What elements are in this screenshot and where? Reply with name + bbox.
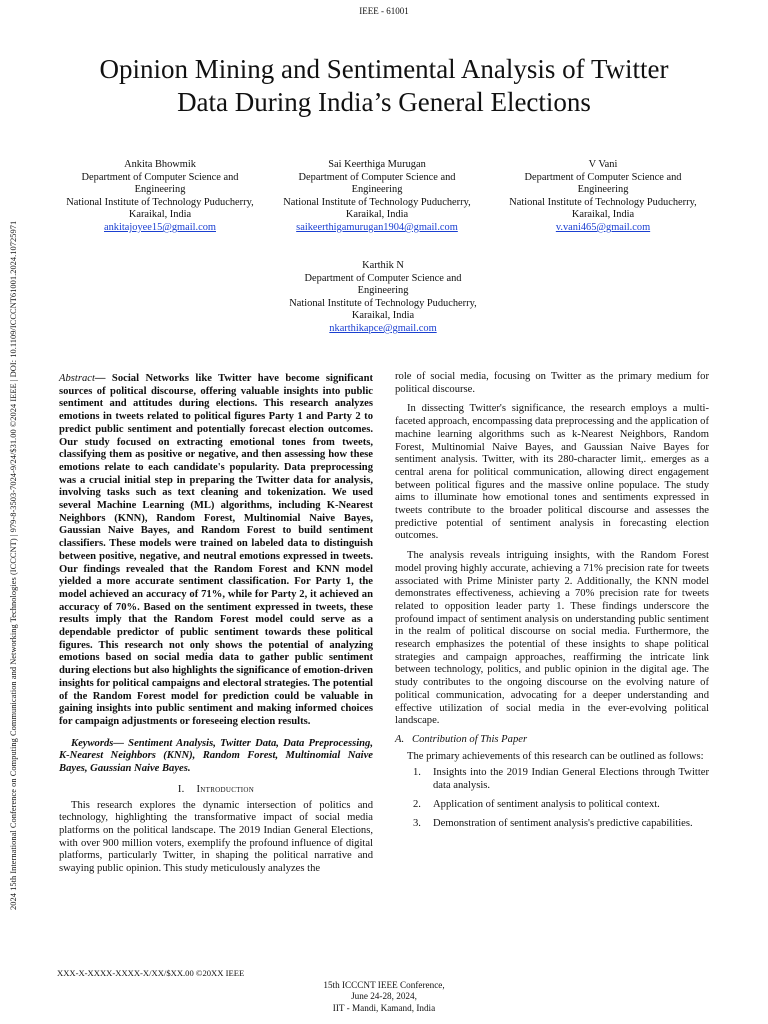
- author-name: Karthik N: [362, 260, 404, 271]
- keywords: Keywords— Sentiment Analysis, Twitter Data, Data Preprocessing, K-Nearest Neighbors (KNN), Random Forest, Multinomial Naive Bayes, Gaussian Naive Bayes.: [59, 737, 373, 775]
- author-name: V Vani: [588, 159, 618, 170]
- abstract-label: Abstract: [59, 373, 95, 384]
- intro-paragraph-2: In dissecting Twitter's significance, the research employs a multi-faceted approach, encompassing data preprocessing and the application of machine learning algorithms such as k-Nearest Neighbors, Random Forest, Multinomial Naive Bayes, and Gaussian Naive Bayes for sentiment analysis. Twitter, with its 280-character limit,. emerges as a central arena for political communication, allowing direct engagement between political figures and the massive online populace. The study aims to illuminate how emotional tones and sentiments expressed in tweets contribute to the broader political discourse and assesses the predictive potential of sentiment analysis in forecasting election outcomes.: [395, 403, 709, 542]
- author-block-4: [251, 260, 515, 336]
- author-dept: Department of Computer Science and: [81, 171, 239, 183]
- section-title: Introduction: [196, 783, 255, 795]
- list-item-number: 3.: [413, 817, 421, 829]
- subsection-number: A.: [395, 733, 405, 745]
- author-block-3: [485, 159, 721, 235]
- author-email-link[interactable]: v.vani465@gmail.com: [555, 221, 651, 233]
- author-block-1: [42, 159, 278, 235]
- author-location: Karaikal, India: [128, 209, 192, 221]
- author-institution: National Institute of Technology Puducherry,: [283, 196, 471, 208]
- list-item-number: 1.: [413, 767, 421, 779]
- intro-paragraph-1: This research explores the dynamic intersection of politics and technology, highlighting the transformative impact of social media platforms on the political landscape. The 2019 Indian General Elections, with over 900 million voters, exemplify the profound influence of digital platforms, particularly Twitter, in shaping the political narrative and swaying public opinion. This study meticulously analyzes the: [59, 799, 373, 875]
- section-heading-introduction: [59, 784, 373, 797]
- author-dept: Engineering: [134, 184, 186, 196]
- intro-paragraph-3: The analysis reveals intriguing insights, with the Random Forest model proving highly accurate, achieving a 71% precision rate for tweets associated with Prime Minister party 2. Additionally, the KNN model demonstrates effectiveness, achieving a 70% precision rate for tweets related to opposition leader party 1. These findings underscore the profound impact of sentiment analysis on understanding public sentiment in the realm of political discourse on social media. Furthermore, the research emphasizes the potential of these insights to shape political strategies and campaign approaches, reaffirming the intricate link between technology, politics, and public opinion in the digital age. The study contributes to the ongoing discourse on the evolving nature of political communication, advocating for a deeper understanding and effective utilization of social media in the ever-evolving political landscape.: [395, 550, 709, 727]
- author-location: Karaikal, India: [345, 209, 409, 221]
- author-dept: Engineering: [357, 285, 409, 297]
- list-item: [395, 767, 709, 792]
- footer-copyright: XXX-X-XXXX-XXXX-X/XX/$XX.00 ©20XX IEEE: [57, 968, 245, 978]
- right-column: [395, 371, 709, 836]
- author-email-link[interactable]: saikeerthigamurugan1904@gmail.com: [296, 221, 458, 233]
- footer-conference: [234, 980, 534, 1014]
- author-name: Ankita Bhowmik: [124, 159, 196, 170]
- author-name: Sai Keerthiga Murugan: [328, 159, 426, 170]
- author-dept: Department of Computer Science and: [304, 272, 462, 284]
- side-copyright-text: 2024 15th International Conference on Computing Communication and Networking Technologies (ICCCNT) | 979-8-3503-7024-9/24/$31.00 ©2024 IEEE | DOI: 10.1109/ICCCNT61001.2024.10725971: [9, 220, 18, 910]
- list-item-text: Application of sentiment analysis to political context.: [433, 798, 660, 810]
- author-email-link[interactable]: nkarthikapce@gmail.com: [329, 322, 437, 334]
- subsection-heading-contribution: [395, 734, 709, 747]
- list-item-text: Insights into the 2019 Indian General Elections through Twitter data analysis.: [433, 767, 709, 792]
- author-dept: Department of Computer Science and: [524, 171, 682, 183]
- contribution-list: [395, 767, 709, 830]
- title-line-1: Opinion Mining and Sentimental Analysis of Twitter: [99, 54, 669, 84]
- section-number: I.: [177, 783, 185, 795]
- author-dept: Engineering: [577, 184, 629, 196]
- abstract-paragraph: [59, 373, 373, 729]
- author-block-2: [259, 159, 495, 235]
- left-column: [59, 373, 373, 876]
- header-tag: IEEE - 61001: [359, 6, 409, 16]
- author-institution: National Institute of Technology Puducherry,: [509, 196, 697, 208]
- author-institution: National Institute of Technology Puducherry,: [289, 297, 477, 309]
- title-line-2: Data During India’s General Elections: [177, 87, 591, 117]
- footer-conference-line-3: IIT - Mandi, Kamand, India: [332, 1002, 436, 1013]
- paper-title: [40, 53, 728, 119]
- author-location: Karaikal, India: [571, 209, 635, 221]
- intro-paragraph-1-continued: role of social media, focusing on Twitter as the primary medium for political discourse.: [395, 371, 709, 395]
- list-item: [395, 818, 709, 831]
- author-dept: Engineering: [351, 184, 403, 196]
- list-item-number: 2.: [413, 798, 421, 810]
- author-institution: National Institute of Technology Puducherry,: [66, 196, 254, 208]
- author-email-link[interactable]: ankitajoyee15@gmail.com: [104, 221, 216, 233]
- author-dept: Department of Computer Science and: [298, 171, 456, 183]
- abstract-text: — Social Networks like Twitter have become significant sources of political discourse, offering valuable insights into public sentiment and attitudes during elections. This research analyzes emotions in tweets related to political figures Party 1 and Party 2 to predict public sentiment and potentially forecast election outcomes. Our study focused on extracting emotional tones from tweets, classifying them as positive or negative, and then assessing how these emotions relate to each candidate's popularity. Data preprocessing was a crucial initial step in preparing the Twitter data for analysis, involving tasks such as text cleaning and tokenization. We used several Machine Learning (ML) algorithms, including K-Nearest Neighbors (KNN), Random Forest, Multinomial Naive Bayes, Gaussian Naive Bayes, and Random Forest to build sentiment classifiers. These models were trained on labeled data to distinguish between positive, negative, and neutral emotions expressed in tweets. Our findings revealed that the Random Forest and KNN model yielded a more accurate sentiment classification. For Party 1, the model achieved an accuracy of 71%, while for Party 2, it achieved an accuracy of 70%. Based on the sentiment expressed in tweets, these results imply that the Random Forest model could serve as a dependable predictor of public sentiment towards these political figures. This research not only shows the potential of analyzing emotions based on social media data to gather public sentiment during elections but also highlights the significance of emotion-driven insights for political campaigns and electoral strategies. The potential of the Random Forest model for prediction could be valuable in gaining insights into public sentiment and making informed choices for campaign adjustments or foreseeing election results.: [59, 373, 373, 727]
- contribution-intro: The primary achievements of this research can be outlined as follows:: [407, 750, 704, 762]
- footer-conference-line-1: 15th ICCCNT IEEE Conference,: [323, 980, 445, 990]
- list-item-text: Demonstration of sentiment analysis's predictive capabilities.: [433, 817, 693, 829]
- author-location: Karaikal, India: [351, 310, 415, 322]
- subsection-title: Contribution of This Paper: [412, 733, 528, 745]
- footer-conference-line-2: June 24-28, 2024,: [351, 991, 417, 1002]
- list-item: [395, 799, 709, 812]
